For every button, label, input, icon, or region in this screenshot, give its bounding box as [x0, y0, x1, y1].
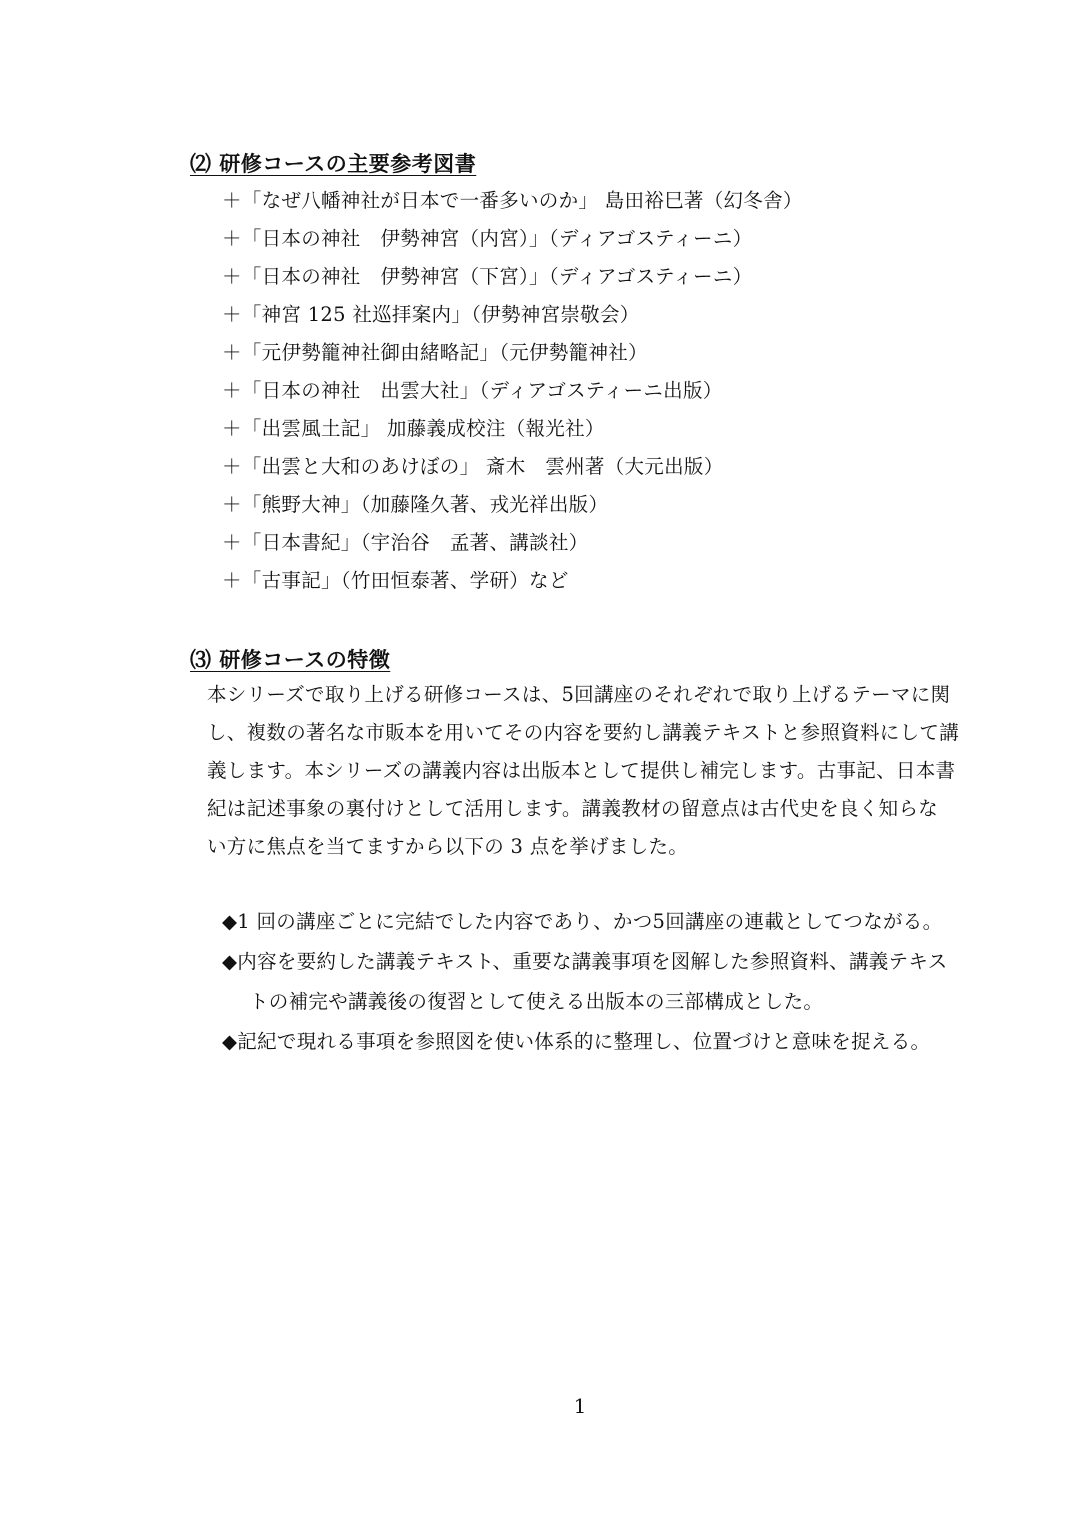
- paragraph-line: 紀は記述事象の裏付けとして活用します。講義教材の留意点は古代史を良く知らな: [207, 797, 939, 820]
- paragraph-line: い方に焦点を当てますから以下の 3 点を挙げました。: [207, 835, 689, 858]
- reference-item: ＋「なぜ八幡神社が日本で一番多いのか」 島田裕巳著（幻冬舎）: [222, 189, 803, 212]
- paragraph-line: 義します。本シリーズの講義内容は出版本として提供し補完します。古事記、日本書: [207, 759, 956, 782]
- reference-item: ＋「日本の神社 出雲大社」（ディアゴスティーニ出版）: [222, 379, 723, 402]
- reference-list: [222, 184, 803, 602]
- paragraph-line: し、複数の著名な市販本を用いてその内容を要約し講義テキストと参照資料にして講: [207, 721, 960, 744]
- key-point-continuation: トの補完や講義後の復習として使える出版本の三部構成とした。: [249, 990, 824, 1013]
- reference-item: ＋「出雲と大和のあけぼの」 斎木 雲州著（大元出版）: [222, 455, 724, 478]
- key-points-list: [222, 905, 948, 1065]
- reference-item: ＋「日本の神社 伊勢神宮（内宮）」（ディアゴスティーニ）: [222, 227, 753, 250]
- key-point-item: ◆記紀で現れる事項を参照図を使い体系的に整理し、位置づけと意味を捉える。: [222, 1030, 931, 1053]
- reference-item: ＋「熊野大神」（加藤隆久著、戎光祥出版）: [222, 493, 609, 516]
- reference-item: ＋「神宮 125 社巡拝案内」（伊勢神宮崇敬会）: [222, 303, 640, 326]
- key-point-item: ◆内容を要約した講義テキスト、重要な講義事項を図解した参照資料、講義テキス: [222, 950, 948, 973]
- page-number: 1: [573, 1394, 587, 1418]
- section-heading-references: ⑵ 研修コースの主要参考図書: [190, 151, 477, 176]
- reference-item: ＋「日本書紀」（宇治谷 孟著、講談社）: [222, 531, 589, 554]
- reference-item: ＋「出雲風土記」 加藤義成校注（報光社）: [222, 417, 605, 440]
- section-heading-features: ⑶ 研修コースの特徴: [190, 647, 391, 672]
- reference-item: ＋「古事記」（竹田恒泰著、学研）など: [222, 569, 569, 592]
- features-paragraph: [207, 678, 959, 868]
- reference-item: ＋「日本の神社 伊勢神宮（下宮）」（ディアゴスティーニ）: [222, 265, 753, 288]
- key-point-item: ◆1 回の講座ごとに完結でした内容であり、かつ5回講座の連載としてつながる。: [222, 910, 943, 933]
- paragraph-line: 本シリーズで取り上げる研修コースは、5回講座のそれぞれで取り上げるテーマに関: [207, 683, 951, 706]
- reference-item: ＋「元伊勢籠神社御由緒略記」（元伊勢籠神社）: [222, 341, 648, 364]
